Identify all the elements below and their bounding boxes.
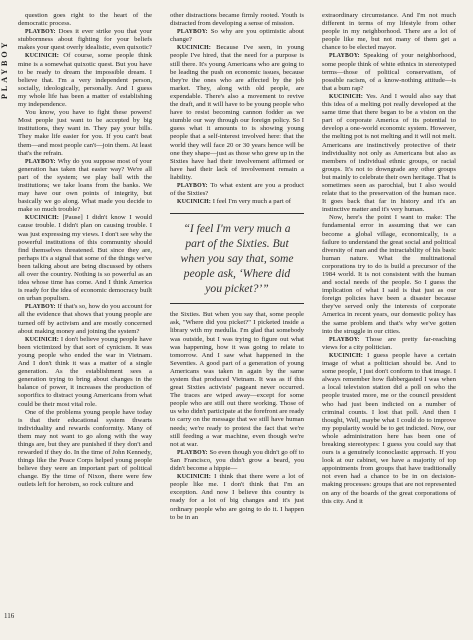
speaker-label: KUCINICH: xyxy=(25,53,60,60)
paragraph-text: Those are pretty far-reaching views for a city politician. xyxy=(322,335,456,351)
paragraph xyxy=(170,44,304,182)
paragraph xyxy=(170,198,304,206)
paragraph-text: So why are you optimistic about change? xyxy=(170,28,304,44)
paragraph xyxy=(18,109,152,158)
paragraph-text: So even though you didn't go off to San Francisco, you didn't grow a beard, you didn't become a hippie— xyxy=(170,448,305,473)
paragraph-text: Of course, some people think mine is a somewhat quixotic quest. But you have to be ready to dream the impossible dream. I believe that. I'm a very independent person, socially, ideologically, personally. And I guess my whole life has been a matter of establishing my independence. xyxy=(18,52,152,109)
paragraph xyxy=(170,449,304,473)
paragraph-text: I feel I'm very much a part of xyxy=(211,198,291,206)
speaker-label: KUCINICH: xyxy=(177,199,212,206)
paragraph-text: extraordinary circumstance. And I'm not much different in terms of my lifestyle from other people in my neighborhood. There are a lot of people like me, but not many of them get a chance to be elected mayor. xyxy=(322,12,456,52)
paragraph-text: If that's so, how do you account for all the evidence that shows that young people are turned off by activism and are mostly concerned about making money and joining the system? xyxy=(18,303,152,335)
paragraph-text: I don't believe young people have been victimized by that sort of cynicism. It was young people who ended the war in Vietnam. And I don't think it was a matter of a single generation. As the establishment sees a generation trying to bring about changes in the balance of power, it increases the production of soporifics to distract young Americans from what could be their most vital role. xyxy=(18,335,152,408)
paragraph-text: [Pause] I didn't know I would cause trouble. I didn't plan on causing trouble. I was just expressing my views. I don't see why the powerful institutions of this community should find themselves threatened. But since they are, perhaps it's a signal that some of the things we've been talking about are being discussed by others all over the country. Nothing is so powerful as an idea whose time has come. And I think America is ready for the idea of economic democracy built on urban populism. xyxy=(18,214,152,303)
paragraph xyxy=(18,336,152,409)
paragraph xyxy=(322,12,456,52)
paragraph xyxy=(18,12,152,28)
speaker-label: KUCINICH: xyxy=(177,474,212,481)
speaker-label: KUCINICH: xyxy=(177,45,212,52)
paragraph xyxy=(18,214,152,303)
pull-quote: “I feel I'm very much a part of the Sixties. But when you say that, some people ask, ‘Where did you picket?’” xyxy=(170,213,304,304)
paragraph-text: I guess people have a certain image of what a politician should be. And to some people, I just don't conform to that image. I always remember how flabbergasted I was when a local television station did a poll on who the people trusted more, me or the council president who had just been indicted on a number of criminal counts. I lost that poll. And then I thought, Well, maybe what I could do to improve my popularity would be to get indicted. Now, our whole administration here has been one of breaking stereotypes: I guess you could say that ours is a genuinely iconoclastic approach. If you look at our cabinet, we have a majority of top appointments from groups that have traditionally not even had a chance to be in on decision-making processes: groups that are not represented on any of the boards of the great corporations of this city. And it xyxy=(322,351,456,505)
paragraph-text: the Sixties. But when you say that, some people ask, "Where did you picket?" I picketed inside a library with my medulla. I'm glad that somebody was outside, but I was trying to figure out what was happening, how it was going to relate to tomorrow. And I saw what happened in the Seventies. A good part of a generation of young Americans was taken in again by the same system that produced Vietnam. It was as if this great Sixties activists' pageant never occurred. The traces are wiped away—except for some people who are still out there working. Those of us who didn't participate at the forefront are ready to carry on the message that we still have human needs; we're ready to protest the fact that we're still feeding a war machine, even though we're not at war. xyxy=(170,311,304,448)
paragraph-text: Speaking of your neighborhood, some people think of white ethnics in stereotyped terms—those of political conservatism, of possible racism, of a know-nothing attitude—is that a bum rap? xyxy=(322,52,456,92)
magazine-name-label: PLAYBOY xyxy=(0,39,9,99)
paragraph-text: I think that there were a lot of people like me. I don't think that I'm an exception. And now I believe this country is ready for a lot of big changes and it's just ordinary people who are going to do it. I happen to be in an xyxy=(170,473,304,521)
speaker-label: PLAYBOY: xyxy=(177,29,208,36)
paragraph-text: You know, you have to fight these powers! Most people just want to be accepted by big institutions, they want in. They pay your bills. They make life easier for you. If you can't beat them—and most people can't—join them. At least that's the refrain. xyxy=(18,109,152,157)
paragraph xyxy=(322,352,456,506)
paragraph xyxy=(170,182,304,198)
paragraph-text: Yes. And I would also say that this idea of a melting pot really developed at the same time that there began to be a vision on the part of corporate America of its potential to develop a one-world economic system. However, the melting pot is not melting and it will not melt. Americans are instinctively protective of their individuality not only as Americans but also as members of individual ethnic groups, or racial groups. It's not to downgrade any other groups but mainly to celebrate their own heritage. That is sometimes seen as parochial, but I also would relate that to the preservation of the human race. It goes back that far in history and it's an instinctive matter and it's very human. xyxy=(322,92,456,214)
paragraph-text: question goes right to the heart of the democratic process. xyxy=(18,12,152,28)
paragraph xyxy=(170,311,304,449)
page-number: 116 xyxy=(4,612,15,620)
speaker-label: PLAYBOY: xyxy=(329,53,360,60)
paragraph-text: Why do you suppose most of your generation has taken that easier way? We're all part of the system; we play ball with the institutions; we take loans from the banks. We may have our own points of integrity, but basically we go along. What made you decide to make so much trouble? xyxy=(18,157,152,214)
speaker-label: KUCINICH: xyxy=(329,352,364,359)
column-2-bottom-text xyxy=(170,311,304,521)
paragraph xyxy=(322,93,456,214)
column-2-top-text xyxy=(170,12,304,206)
paragraph xyxy=(170,12,304,28)
paragraph-text: Now, here's the point I want to make: The fundamental error in assuming that we can become a global village, economically, is a failure to understand the great social and political diversity of man and the intractability of his basic human nature. What the multinational corporations try to do is build a precursor of the 1984 world. It is not consistent with the human and social needs of the people. So I guess the implication of what I said is that just as our foreign policies have been a disaster because they've served only the interests of corporate America in recent years, our domestic policy has the same problem and that's why we've gotten into the struggle in our cities. xyxy=(322,214,456,335)
paragraph xyxy=(322,214,456,335)
column-2 xyxy=(170,12,304,522)
speaker-label: PLAYBOY: xyxy=(25,29,56,36)
paragraph-text: One of the problems young people have today is that their educational system thwarts individuality and rewards conformity. Many of them may not want to go along with the way things are, but they are punished if they don't and rewarded if they do. In the time of John Kennedy, things like the Peace Corps helped young people believe they were an important part of political change. By the time of Nixon, there were few outlets left for heroism, so rock culture and xyxy=(18,408,152,489)
speaker-label: KUCINICH: xyxy=(329,93,364,100)
paragraph-text: Does it ever strike you that your stubbornness about fighting for your beliefs makes your quest overly idealistic, even quixotic? xyxy=(18,28,152,52)
speaker-label: PLAYBOY: xyxy=(177,449,208,456)
paragraph xyxy=(170,473,304,522)
speaker-label: PLAYBOY: xyxy=(177,182,208,189)
speaker-label: PLAYBOY: xyxy=(329,336,360,343)
paragraph xyxy=(170,28,304,44)
paragraph xyxy=(18,52,152,109)
speaker-label: KUCINICH: xyxy=(25,336,60,343)
paragraph-text: To what extent are you a product of the Sixties? xyxy=(170,181,304,198)
speaker-label: PLAYBOY: xyxy=(25,304,56,311)
paragraph-text: Because I've seen, in young people I've hired, that the need for a purpose is still there. It's young Americans who are going to be leading the push on economic issues, because they're the ones who are affected by the job market. They, along with old people, are expendable. There's also a movement to revive the draft, and it will have to be young people who have to resist becoming cannon fodder as we stumble our way through our foreign policy. So I guess what it amounts to is showing young people that a self-interest involved here: that the world they will face 20 or 30 years hence will be one they shape—just as those who grew up in the Sixties have had their involvement affirmed or have had their lack of involvement remain a liability. xyxy=(170,44,304,181)
paragraph-text: other distractions became firmly rooted. Youth is distracted from developing a sense of mission. xyxy=(170,12,304,28)
paragraph xyxy=(18,409,152,490)
paragraph xyxy=(18,28,152,52)
paragraph xyxy=(322,52,456,92)
speaker-label: PLAYBOY: xyxy=(25,158,56,165)
column-1 xyxy=(18,12,152,490)
column-3 xyxy=(322,12,456,506)
paragraph xyxy=(18,158,152,215)
paragraph xyxy=(322,336,456,352)
paragraph xyxy=(18,303,152,335)
speaker-label: KUCINICH: xyxy=(25,215,60,222)
